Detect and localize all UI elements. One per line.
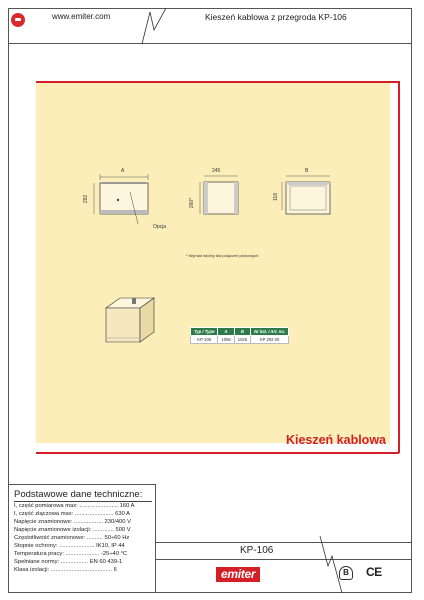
tech-data-title: Podstawowe dane techniczne:: [14, 489, 152, 502]
option-label: Opcja: [153, 224, 167, 230]
footer-zigzag-icon: [318, 536, 344, 593]
tech-row: I, część złączowa max: ........................ 630 A: [14, 511, 130, 517]
tech-row: Napięcie znamionowe izolacji: ............. 500 V: [14, 527, 131, 533]
drawing-plate: [36, 81, 390, 443]
tech-row: Napięcie znamionowe: .................. 230/400 V: [14, 519, 131, 525]
top-height-label: 118: [272, 193, 279, 201]
spec-cell-type: KP-106: [191, 336, 218, 344]
front-height-label: 292: [83, 194, 90, 204]
website-url[interactable]: www.emiter.com: [52, 12, 111, 21]
spec-table: [190, 327, 289, 344]
top-width-label: B: [305, 168, 309, 174]
red-line-top: [36, 81, 399, 83]
footnote: * Wymiar istotny dla połączeń pionowych: [186, 253, 259, 258]
tech-row: I, część pomiarowa max: ........................ 160 A: [14, 503, 135, 509]
spec-cell-artno: KP 292 00: [251, 336, 289, 344]
red-line-right: [398, 81, 400, 453]
side-width-label: 245: [212, 168, 221, 174]
tech-row: Stopnie ochrony: ...................... IK10, IP 44: [14, 543, 125, 549]
emiter-brand-logo: emiter: [216, 567, 260, 582]
product-name: Kieszeń kablowa: [285, 433, 386, 447]
isometric-view-drawing: [100, 292, 160, 348]
front-width-label: A: [121, 168, 125, 174]
tech-row: Spełniane normy: ................. EN 60 439-1: [14, 559, 123, 565]
side-view-drawing: [196, 172, 244, 218]
side-height-label: 260*: [189, 197, 196, 209]
tech-row: Temperatura pracy: ..................... -25÷40 °C: [14, 551, 128, 557]
tech-row: Częstotliwość znamionowe: .......... 50÷60 Hz: [14, 535, 130, 541]
b-certification-icon: B: [339, 566, 353, 580]
spec-header-b: B: [234, 328, 250, 336]
spec-header-type: Typ / Type: [191, 328, 218, 336]
spec-header-a: A: [218, 328, 234, 336]
spec-cell-a: 1058: [218, 336, 234, 344]
product-code: KP-106: [240, 545, 274, 556]
red-line-bottom: [36, 452, 399, 454]
spec-header-artno: Nr kat. / Art. no.: [251, 328, 289, 336]
top-view-drawing: [276, 172, 336, 218]
product-code-box: [156, 542, 412, 560]
document-title: Kieszeń kablowa z przegroda KP-106: [205, 12, 347, 22]
front-view-drawing: [88, 170, 158, 230]
ce-mark-icon: CE: [366, 565, 382, 579]
header-zigzag-icon: [140, 8, 168, 44]
emiter-logo-icon: [11, 13, 25, 27]
table-row: [191, 336, 289, 344]
spec-cell-b: 1026: [234, 336, 250, 344]
tech-row: Klasa izolacji: ...................................... II: [14, 567, 117, 573]
